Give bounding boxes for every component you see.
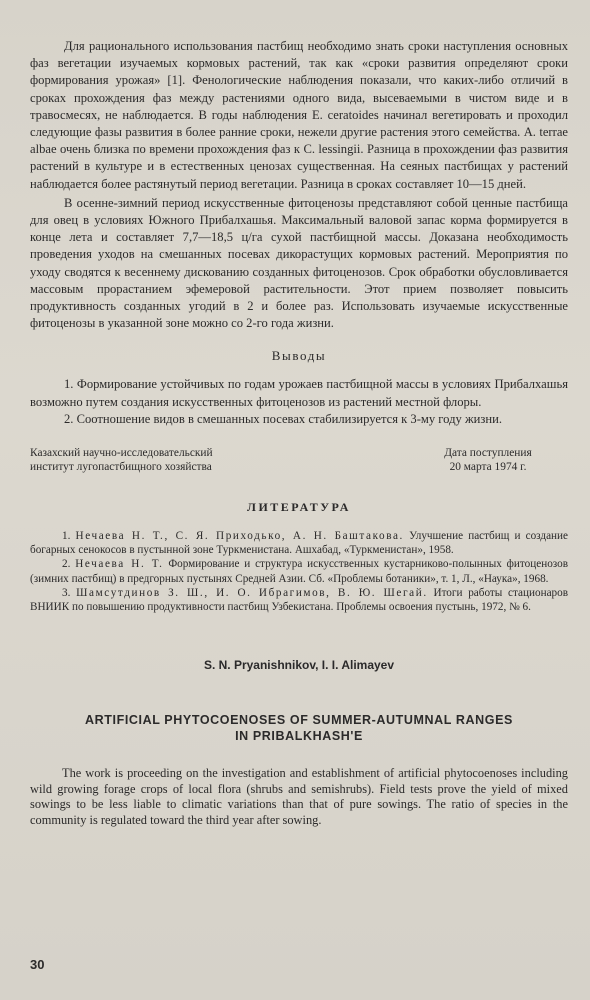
english-title-line-1: ARTIFICIAL PHYTOCOENOSES OF SUMMER-AUTUMNAL RANGES: [85, 713, 513, 728]
reference-number: 2.: [62, 558, 71, 571]
body-paragraph-1: Для рационального использования пастбищ необходимо знать сроки наступления основных фаз вегетации изучаемых кормовых растений, так как «сроки развития определяют сроки формирования урожая» [1]. Фенологические наблюдения показали, что каких-либо отличий в сроках прохождения фаз между растениями одного вида, высеваемыми в чистом виде и в травосмесях, не наблюдается. В годы наблюдения E. ceratoides начинал вегетировать и проходил следующие фазы развития в более ранние сроки, нежели другие растения этого семейства. A. terrae albae очень близка по времени прохождения фаз к C. lessingii. Разница в прохождении фаз развития растений в культуре и в естественных ценозах существенная. На сеяных пастбищах у растений наблюдается более растянутый период вегетации. Разница в сроках составляет 10—15 дней.: [30, 39, 568, 191]
institute-line-1: Казахский научно-исследовательский: [30, 447, 213, 460]
conclusion-item-1: 1. Формирование устойчивых по годам урожаев пастбищной массы в условиях Прибалхашья возможно путем создания искусственных фитоценозов из растений местной флоры.: [30, 377, 568, 409]
conclusions-heading: Выводы: [271, 348, 327, 364]
reference-1: [30, 529, 568, 557]
literature-heading: ЛИТЕРАТУРА: [247, 500, 351, 515]
english-abstract: The work is proceeding on the investigation and establishment of artificial phytocoenoses including wild growing forage crops of local flora (shrubs and semishrubs). Field tests prove the yield of mixed sowings to be less liable to climatic variations than that of pure sowings. The ratio of species in the community is regulated toward the third year after sowing.: [30, 766, 568, 828]
reference-authors: Шамсутдинов З. Ш., И. О. Ибрагимов, В. Ю. Шегай.: [76, 586, 428, 599]
received-date: [408, 446, 568, 474]
reference-text: Формирование и структура искусственных кустарниково-полынных фитоценозов (зимних пастбищ) в предгорных пустынях Средней Азии. Сб. «Проблемы ботаники», т. 1, Л., «Наука», 1968.: [30, 558, 569, 585]
reference-authors: Нечаева Н. Т., С. Я. Приходько, А. Н. Баштакова.: [75, 530, 404, 543]
reference-number: 3.: [62, 586, 71, 599]
reference-2: [30, 557, 568, 585]
conclusion-item-2: 2. Соотношение видов в смешанных посевах стабилизируется к 3-му году жизни.: [64, 411, 502, 426]
received-line-2: 20 марта 1974 г.: [449, 461, 527, 474]
institute-line-2: институт лугопастбищного хозяйства: [30, 461, 212, 474]
english-title-line-2: IN PRIBALKHASH'E: [235, 729, 363, 744]
reference-3: [30, 586, 568, 614]
institute: [30, 446, 290, 474]
affiliation-block: [30, 446, 568, 474]
english-title: [30, 712, 568, 744]
body-paragraph-2: В осенне-зимний период искусственные фитоценозы представляют собой ценные пастбища для овец в условиях Южного Прибалхашья. Максимальный валовой запас корма формируется в конце лета и составляет 7,7—18,5 ц/га сухой пастбищной массы. Доказана необходимость проведения уходов на смешанных посевах дикорастущих кормовых растений. Мероприятия по уходу сводятся к весеннему дискованию созданных фитоценозов. Срок обработки обусловливается массовым прорастанием эфемеровой растительности. Этот прием позволяет повысить продуктивность созданных угодий в 2 и более раз. Использовать изучаемые искусственные фитоценозы в указанной зоне можно со 2-го года жизни.: [30, 195, 568, 331]
reference-text: Улучшение пастбищ и создание богарных сенокосов в пустынной зоне Туркменистана. Ашхабад, «Туркменистан», 1958.: [30, 530, 568, 557]
english-authors: S. N. Pryanishnikov, I. I. Alimayev: [203, 658, 395, 673]
received-line-1: Дата поступления: [444, 447, 532, 460]
reference-number: 1.: [62, 530, 71, 543]
reference-text: Итоги работы стационаров ВНИИК по повышению продуктивности пастбищ Узбекистана. Проблемы освоения пустынь, 1972, № 6.: [30, 586, 569, 614]
reference-authors: Нечаева Н. Т.: [75, 558, 164, 571]
page-number: 30: [30, 957, 45, 972]
